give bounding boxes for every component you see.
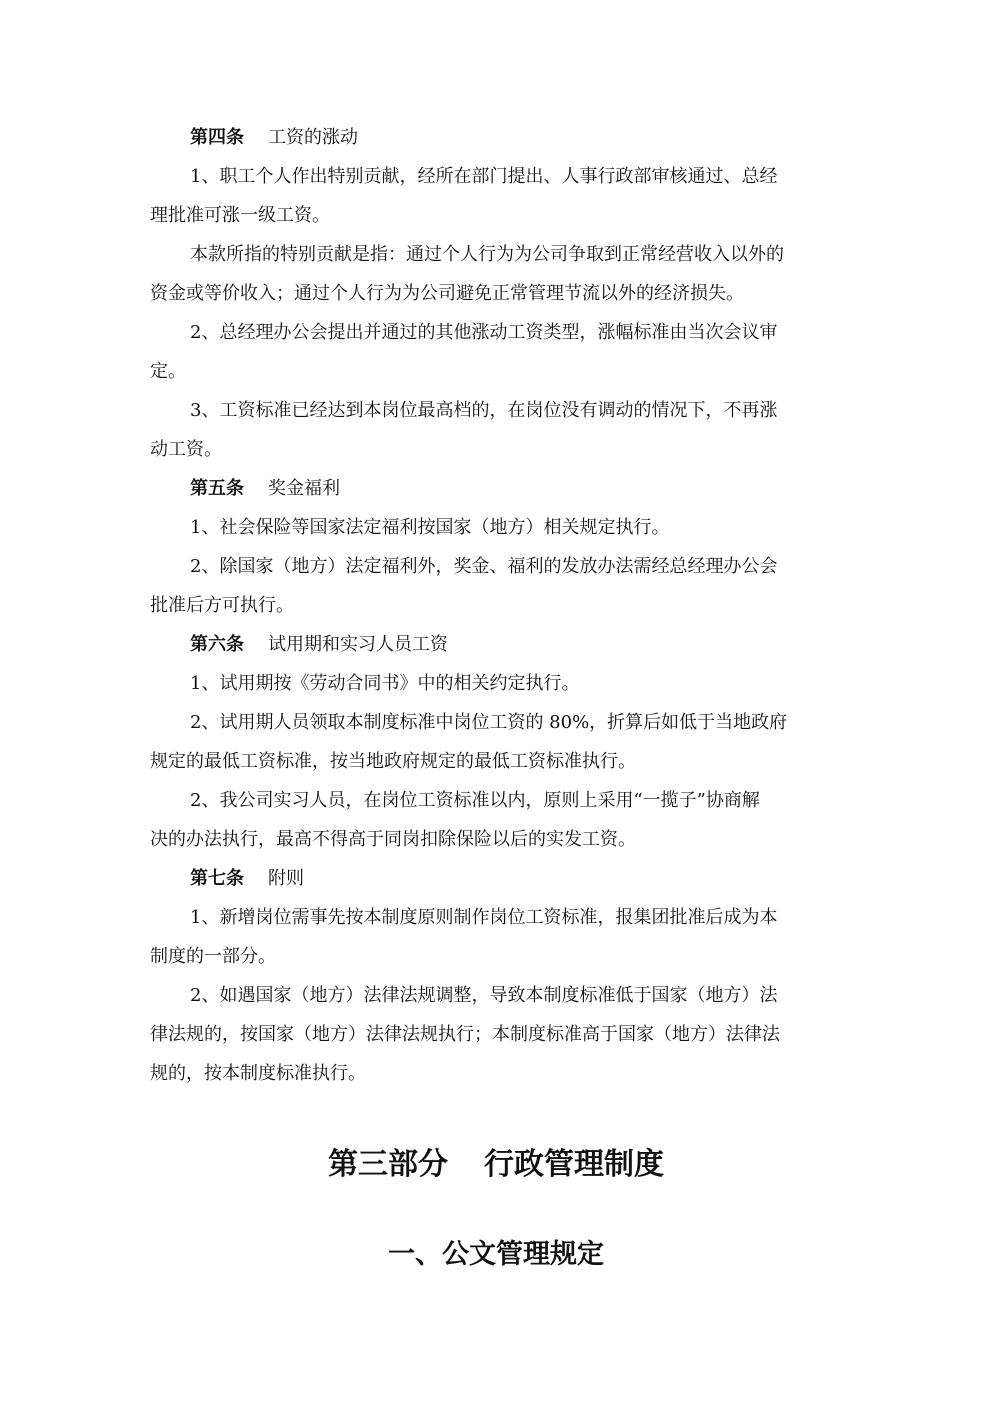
paragraph-line: 理批准可涨一级工资。	[150, 205, 330, 226]
section-subtitle: 一、公文管理规定	[388, 1239, 604, 1270]
part-name: 行政管理制度	[484, 1147, 664, 1182]
paragraph-line: 2、试用期人员领取本制度标准中岗位工资的 80%，折算后如低于当地政府	[190, 712, 788, 733]
paragraph-line: 本款所指的特别贡献是指：通过个人行为为公司争取到正常经营收入以外的	[190, 244, 784, 265]
paragraph-line: 定。	[150, 361, 186, 382]
paragraph-line: 规定的最低工资标准，按当地政府规定的最低工资标准执行。	[150, 751, 636, 772]
paragraph-line: 决的办法执行，最高不得高于同岗扣除保险以后的实发工资。	[150, 829, 636, 850]
article-title: 附则	[268, 868, 304, 889]
article-title: 试用期和实习人员工资	[268, 634, 448, 655]
paragraph-line: 动工资。	[150, 439, 222, 460]
article-title: 奖金福利	[268, 478, 340, 499]
paragraph-line: 1、社会保险等国家法定福利按国家（地方）相关规定执行。	[190, 517, 670, 538]
part-title	[0, 1139, 992, 1183]
paragraph-line: 2、除国家（地方）法定福利外，奖金、福利的发放办法需经总经理办公会	[190, 556, 778, 577]
article-heading	[150, 859, 842, 898]
article-number: 第七条	[190, 868, 244, 889]
paragraph-line: 律法规的，按国家（地方）法律法规执行；本制度标准高于国家（地方）法律法	[150, 1024, 780, 1045]
paragraph-line: 2、总经理办公会提出并通过的其他涨动工资类型，涨幅标准由当次会议审	[190, 322, 778, 343]
article-heading	[150, 469, 842, 508]
paragraph-line: 2、如遇国家（地方）法律法规调整，导致本制度标准低于国家（地方）法	[190, 985, 778, 1006]
paragraph-line: 批准后方可执行。	[150, 595, 294, 616]
article-heading	[150, 118, 842, 157]
article-heading	[150, 625, 842, 664]
article-number: 第六条	[190, 634, 244, 655]
paragraph-line: 1、新增岗位需事先按本制度原则制作岗位工资标准，报集团批准后成为本	[190, 907, 778, 928]
article-number: 第五条	[190, 478, 244, 499]
paragraph-line: 3、工资标准已经达到本岗位最高档的，在岗位没有调动的情况下，不再涨	[190, 400, 778, 421]
article-number: 第四条	[190, 127, 244, 148]
paragraph-line: 制度的一部分。	[150, 946, 276, 967]
paragraph-line: 规的，按本制度标准执行。	[150, 1063, 366, 1084]
paragraph-line: 1、试用期按《劳动合同书》中的相关约定执行。	[190, 673, 580, 694]
article-title: 工资的涨动	[268, 127, 358, 148]
paragraph-line: 资金或等价收入；通过个人行为为公司避免正常管理节流以外的经济损失。	[150, 283, 744, 304]
paragraph-line: 1、职工个人作出特别贡献，经所在部门提出、人事行政部审核通过、总经	[190, 166, 778, 187]
part-label: 第三部分	[328, 1147, 448, 1182]
paragraph-line: 2、我公司实习人员，在岗位工资标准以内，原则上采用“一揽子”协商解	[190, 790, 760, 811]
document-body	[150, 118, 842, 1093]
